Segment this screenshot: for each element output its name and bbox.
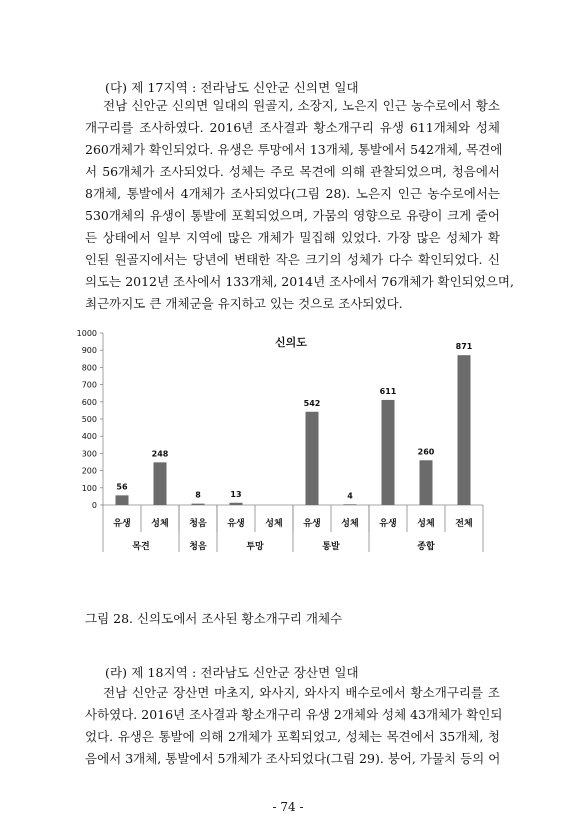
- data-label: 4: [347, 491, 353, 501]
- bar: [344, 504, 357, 505]
- y-tick-label: 400: [81, 432, 97, 442]
- category-label: 유생: [303, 519, 321, 529]
- category-label: 성체: [265, 519, 283, 529]
- paragraph-line: 260개체가 확인되었다. 유생은 투망에서 13개체, 통발에서 542개체, 목견에: [85, 142, 503, 157]
- category-label: 유생: [379, 519, 397, 529]
- y-tick-label: 900: [81, 346, 97, 356]
- bar-chart-sinuido: [76, 322, 516, 572]
- category-label: 전체: [455, 519, 473, 529]
- data-label: 8: [195, 490, 201, 500]
- data-label: 56: [116, 482, 128, 492]
- y-tick-label: 800: [81, 363, 97, 373]
- paragraph-line: 최근까지도 큰 개체군을 유지하고 있는 것으로 조사되었다.: [85, 296, 403, 311]
- y-tick-label: 200: [81, 466, 97, 476]
- y-tick-label: 500: [81, 415, 97, 424]
- y-tick-label: 0: [91, 501, 97, 510]
- section-18-paragraph: [85, 682, 503, 770]
- category-label: 청음: [189, 519, 207, 529]
- group-label: 청음: [189, 542, 207, 552]
- paragraph-line: 인된 원골지에서는 당년에 변태한 작은 크기의 성체가 다수 확인되었다. 신: [85, 252, 500, 267]
- chart-title: 신의도: [275, 336, 307, 349]
- group-label: 종합: [417, 542, 435, 552]
- figure-caption: 그림 28. 신의도에서 조사된 황소개구리 개체수: [85, 611, 343, 626]
- page-number: - 74 -: [272, 800, 304, 814]
- paragraph-line: 음에서 3개체, 통발에서 5개체가 조사되었다(그림 29). 붕어, 가물치 등의 어: [85, 751, 501, 766]
- data-label: 871: [455, 342, 473, 352]
- paragraph-line: 사하였다. 2016년 조사결과 황소개구리 유생 2개체와 성체 43개체가 확인되: [85, 707, 503, 722]
- bar: [230, 503, 243, 505]
- bar: [420, 460, 433, 505]
- category-label: 유생: [113, 519, 131, 529]
- group-label: 투망: [246, 542, 264, 552]
- paragraph-line: 전남 신안군 장산면 마초지, 와사지, 와사지 배수로에서 황소개구리를 조: [103, 685, 500, 700]
- data-label: 248: [151, 449, 169, 459]
- category-label: 성체: [417, 519, 435, 529]
- data-label: 260: [417, 447, 435, 457]
- bar: [116, 495, 129, 505]
- section-17-paragraph: [85, 95, 514, 315]
- section-heading-17: (다) 제 17지역 : 전라남도 신안군 신의면 일대: [105, 80, 359, 95]
- data-label: 13: [230, 489, 242, 499]
- y-tick-label: 1000: [76, 329, 97, 338]
- bar: [154, 462, 167, 505]
- bar: [192, 504, 205, 505]
- bar: [306, 412, 319, 505]
- group-label: 목견: [132, 542, 150, 552]
- y-tick-label: 300: [81, 449, 97, 459]
- paragraph-line: 서 56개체가 조사되었다. 성체는 주로 목견에 의해 관찰되었으며, 청음에서: [85, 164, 500, 179]
- paragraph-line: 었다. 유생은 통발에 의해 2개체가 포획되었고, 성체는 목견에서 35개체, 청: [85, 729, 500, 744]
- y-tick-label: 600: [81, 397, 97, 407]
- paragraph-line: 전남 신안군 신의면 일대의 원골지, 소장지, 노은지 인근 농수로에서 황소: [103, 98, 500, 113]
- section-heading-18: (라) 제 18지역 : 전라남도 신안군 장산면 일대: [105, 665, 359, 680]
- group-label: 통발: [322, 542, 340, 552]
- category-label: 성체: [341, 519, 359, 529]
- paragraph-line: 8개체, 통발에서 4개체가 조사되었다(그림 28). 노은지 인근 농수로에서는: [85, 186, 500, 201]
- category-label: 유생: [227, 519, 245, 529]
- category-label: 성체: [151, 519, 169, 529]
- y-tick-label: 100: [81, 483, 97, 493]
- data-label: 611: [379, 386, 397, 396]
- paragraph-line: 개구리를 조사하였다. 2016년 조사결과 황소개구리 유생 611개체와 성체: [85, 120, 500, 135]
- paragraph-line: 의도는 2012년 조사에서 133개체, 2014년 조사에서 76개체가 확인되었으며,: [85, 274, 514, 289]
- paragraph-line: 530개체의 유생이 통발에 포획되었으며, 가뭄의 영향으로 유량이 크게 줄어: [85, 208, 500, 223]
- data-label: 542: [303, 398, 321, 408]
- bar: [382, 400, 395, 505]
- paragraph-line: 든 상태에서 일부 지역에 많은 개체가 밀집해 있었다. 가장 많은 성체가 확: [85, 230, 500, 245]
- y-tick-label: 700: [81, 380, 97, 390]
- bar: [458, 355, 471, 505]
